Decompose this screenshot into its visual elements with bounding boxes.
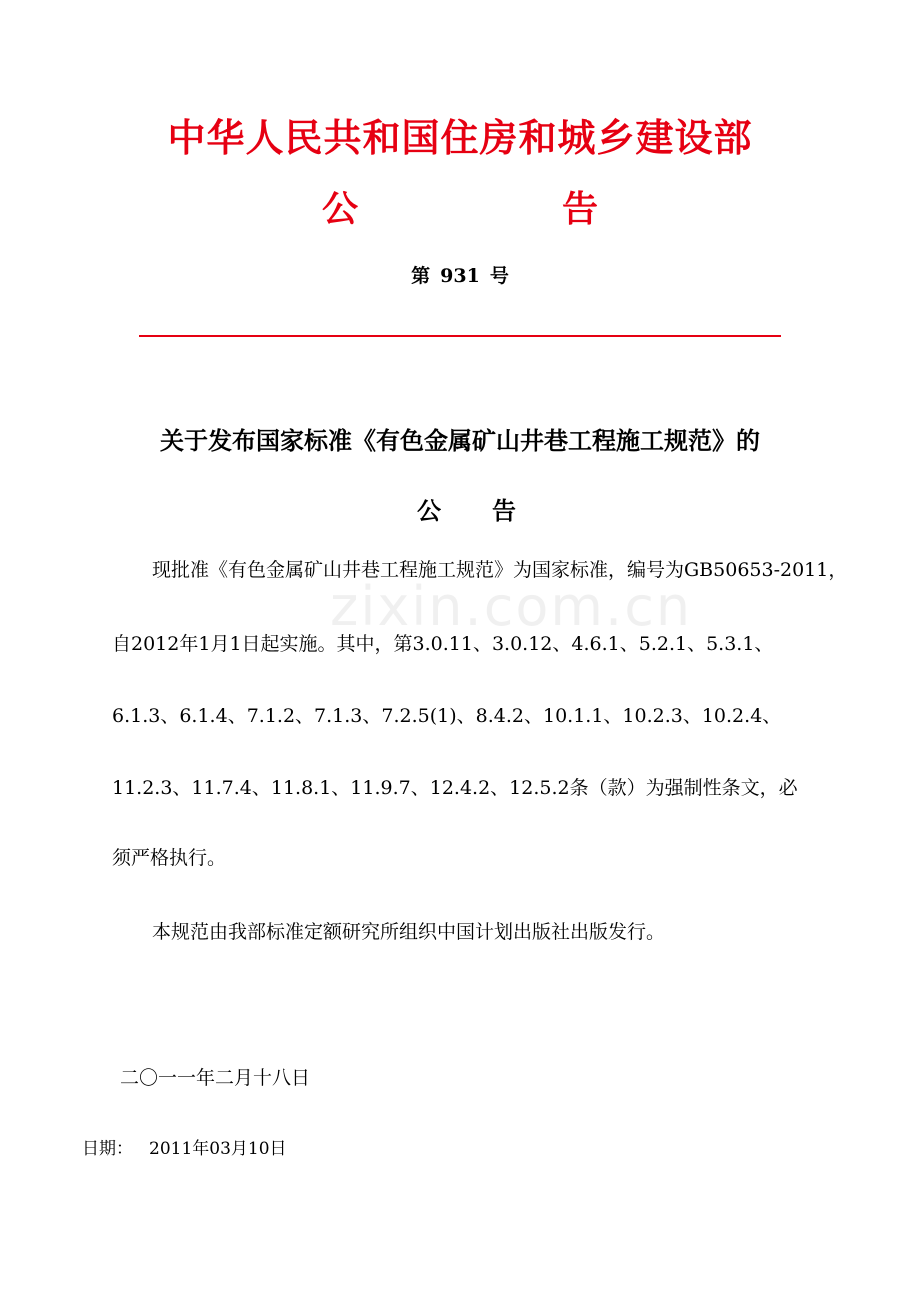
signature-date: 二〇一一年二月十八日 xyxy=(120,1067,311,1089)
notice-heading xyxy=(0,184,920,236)
document-number xyxy=(0,262,920,290)
subject-notice-char-1: 公 xyxy=(417,497,441,525)
body-line: 11.2.3、11.7.4、11.8.1、11.9.7、12.4.2、12.5.2条（款）为强制性条文，必 xyxy=(112,777,798,799)
notice-heading-char-2: 告 xyxy=(562,189,599,230)
subject-title: 关于发布国家标准《有色金属矿山井巷工程施工规范》的 xyxy=(160,427,760,455)
watermark: zixin.com.cn xyxy=(330,575,693,638)
footer-date xyxy=(82,1136,287,1162)
body-line: 现批准《有色金属矿山井巷工程施工规范》为国家标准，编号为GB50653-2011， xyxy=(152,559,848,581)
document-number-value: 931 xyxy=(440,265,480,287)
document-number-prefix: 第 xyxy=(411,265,431,287)
issuing-authority-title: 中华人民共和国住房和城乡建设部 xyxy=(167,116,753,160)
document-number-suffix: 号 xyxy=(489,265,509,287)
body-line: 须严格执行。 xyxy=(112,847,227,869)
body-line: 自2012年1月1日起实施。其中，第3.0.11、3.0.12、4.6.1、5.2.1、5.3.1、 xyxy=(112,633,774,655)
notice-heading-char-1: 公 xyxy=(322,189,359,230)
subject-notice-char-2: 告 xyxy=(492,497,516,525)
footer-date-label: 日期： xyxy=(82,1139,133,1159)
footer-date-value: 2011年03月10日 xyxy=(149,1139,287,1159)
red-divider xyxy=(139,335,781,337)
body-line: 本规范由我部标准定额研究所组织中国计划出版社出版发行。 xyxy=(152,921,666,943)
subject-notice-heading xyxy=(0,494,920,528)
body-line: 6.1.3、6.1.4、7.1.2、7.1.3、7.2.5(1)、8.4.2、10.1.1、10.2.3、10.2.4、 xyxy=(112,705,782,727)
